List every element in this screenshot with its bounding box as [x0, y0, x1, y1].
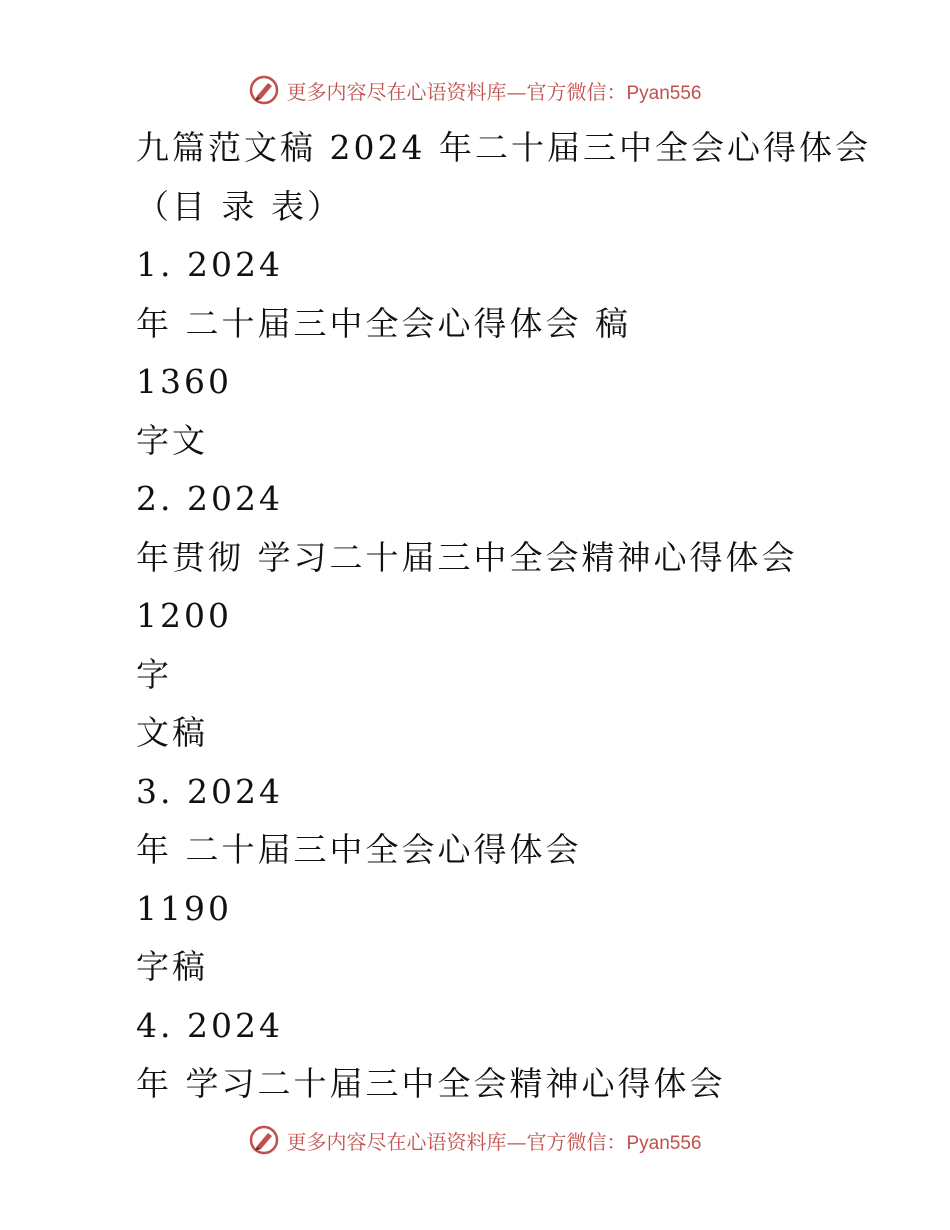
toc-line: 年 二十届三中全会心得体会	[136, 830, 582, 869]
pen-logo-icon	[248, 1124, 280, 1156]
footer-watermark-banner	[0, 1120, 950, 1160]
header-watermark-banner	[0, 70, 950, 110]
toc-line: 字	[136, 654, 172, 694]
banner-slogan: 更多内容尽在心语资料库—官方微信：	[286, 79, 627, 104]
toc-line: 2. 2024	[136, 479, 283, 518]
banner-text	[286, 1126, 701, 1155]
toc-line: 文稿	[136, 713, 208, 752]
toc-line: 1360	[136, 362, 232, 401]
pen-logo-icon	[248, 74, 280, 106]
toc-line: 年贯彻 学习二十届三中全会精神心得体会	[136, 537, 798, 577]
toc-line: 4. 2024	[136, 1005, 283, 1045]
banner-wechat-id: Pyan556	[626, 1132, 702, 1154]
toc-line: 1190	[136, 888, 232, 928]
document-body	[136, 122, 896, 1117]
toc-line: 字文	[136, 420, 208, 460]
toc-line: 1. 2024	[136, 245, 283, 284]
banner-text	[286, 76, 701, 105]
toc-line: 1200	[136, 596, 232, 635]
doc-title-line: 九篇范文稿 2024 年二十届三中全会心得体会	[136, 128, 871, 167]
toc-line: 年 二十届三中全会心得体会 稿	[136, 303, 631, 343]
toc-line: 年 学习二十届三中全会精神心得体会	[136, 1064, 726, 1103]
toc-line: 字稿	[136, 947, 208, 986]
toc-line: 3. 2024	[136, 771, 283, 811]
doc-subtitle-line: （目 录 表）	[136, 186, 343, 226]
banner-slogan: 更多内容尽在心语资料库—官方微信：	[286, 1129, 627, 1154]
banner-wechat-id: Pyan556	[626, 82, 702, 104]
